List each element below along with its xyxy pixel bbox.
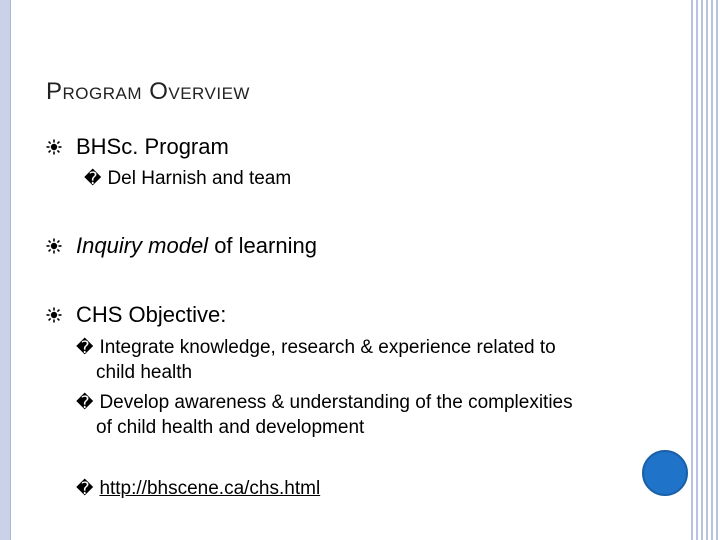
bullet-italic-text: Inquiry model [76,233,209,258]
bullet-text [76,233,317,259]
chs-website-link[interactable]: http://bhscene.ca/chs.html [99,478,321,499]
sub-bullet-text: Integrate knowledge, research & experience related to [99,337,556,358]
box-bullet-icon: � [76,479,94,498]
sub-bullet-del-harnish [84,166,291,191]
sun-bullet-icon [46,139,62,155]
bullet-inquiry-model [46,233,317,259]
sub-bullet-link [76,476,320,501]
box-bullet-icon: � [76,393,94,412]
bullet-text: CHS Objective: [76,302,227,327]
bullet-rest-text: of learning [208,233,317,258]
box-bullet-icon: � [84,169,102,188]
slide-frame-right [688,0,720,540]
sub-bullet-integrate [76,335,556,360]
sub-bullet-text: Del Harnish and team [107,168,292,189]
box-bullet-icon: � [76,338,94,357]
sub-bullet-continuation: child health [96,362,193,383]
decorative-circle [642,450,688,496]
sub-bullet-text: Develop awareness & understanding of the complexities [99,392,573,413]
sub-bullet-continuation: of child health and development [96,417,365,438]
slide-title: Program Overview [46,78,250,105]
bullet-bhsc-program [46,134,229,160]
sun-bullet-icon [46,307,62,323]
bullet-chs-objective [46,302,226,328]
bullet-text: BHSc. Program [76,134,229,159]
slide-frame-left [0,0,11,540]
sub-bullet-develop [76,390,573,415]
sun-bullet-icon [46,238,62,254]
